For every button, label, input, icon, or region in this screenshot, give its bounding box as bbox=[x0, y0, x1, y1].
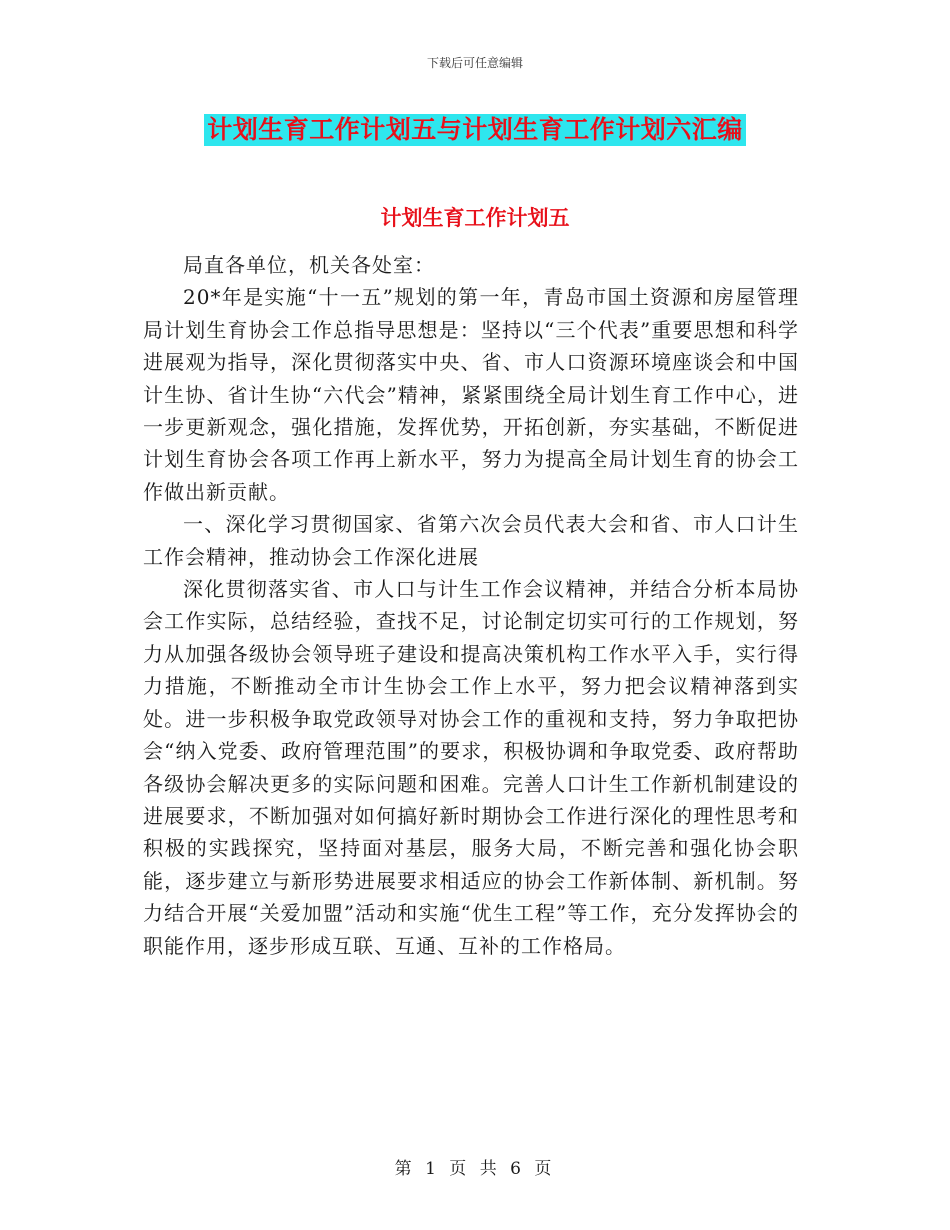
main-title-wrap bbox=[0, 114, 950, 146]
paragraph-body-1: 深化贯彻落实省、市人口与计生工作会议精神，并结合分析本局协会工作实际，总结经验，查找不足，讨论制定切实可行的工作规划，努力从加强各级协会领导班子建设和提高决策机构工作水平入手，实行得力措施，不断推动全市计生协会工作上水平，努力把会议精神落到实处。进一步积极争取党政领导对协会工作的重视和支持，努力争取把协会“纳入党委、政府管理范围”的要求，积极协调和争取党委、政府帮助各级协会解决更多的实际问题和困难。完善人口计生工作新机制建设的进展要求，不断加强对如何搞好新时期协会工作进行深化的理性思考和积极的实践探究，坚持面对基层，服务大局，不断完善和强化协会职能，逐步建立与新形势进展要求相适应的协会工作新体制、新机制。努力结合开展“关爱加盟”活动和实施“优生工程”等工作，充分发挥协会的职能作用，逐步形成互联、互通、互补的工作格局。 bbox=[143, 577, 799, 958]
paragraph-greeting: 局直各单位，机关各处室： bbox=[183, 253, 435, 277]
page-footer: 第 1 页 共 6 页 bbox=[394, 1159, 556, 1179]
document-body bbox=[143, 221, 799, 962]
header-note: 下载后可任意编辑 bbox=[426, 56, 523, 70]
paragraph-heading-1: 一、深化学习贯彻国家、省第六次会员代表大会和省、市人口计生工作会精神，推动协会工作深化进展 bbox=[143, 512, 799, 569]
section-title: 计划生育工作计划五 bbox=[380, 206, 570, 230]
paragraph-intro: 20*年是实施“十一五”规划的第一年，青岛市国土资源和房屋管理局计划生育协会工作总指导思想是：坚持以“三个代表”重要思想和科学进展观为指导，深化贯彻落实中央、省、市人口资源环境座谈会和中国计生协、省计生协“六代会”精神，紧紧围绕全局计划生育工作中心，进一步更新观念，强化措施，发挥优势，开拓创新，夯实基础，不断促进计划生育协会各项工作再上新水平，努力为提高全局计划生育的协会工作做出新贡献。 bbox=[143, 285, 799, 504]
document-title: 计划生育工作计划五与计划生育工作计划六汇编 bbox=[204, 114, 746, 146]
